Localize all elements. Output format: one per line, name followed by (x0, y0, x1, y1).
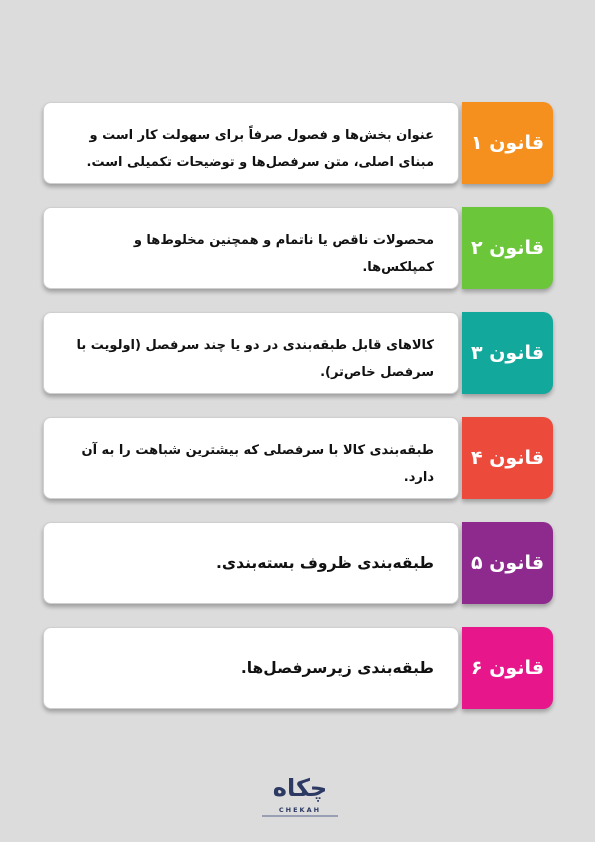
rule-5 (43, 522, 553, 604)
rule-text: طبقه‌بندی زیرسرفصل‌ها. (240, 658, 434, 677)
rule-text-card (43, 417, 459, 499)
rule-6 (43, 627, 553, 709)
rule-label: قانون ۵ (470, 552, 545, 574)
rule-text-card (43, 522, 459, 604)
rule-text-card (43, 102, 459, 184)
rule-label-tab (462, 102, 553, 184)
rule-label-tab (462, 627, 553, 709)
rule-text: محصولات ناقص یا ناتمام و همچنین مخلوط‌ها و کمپلکس‌ها. (133, 233, 434, 275)
rule-label: قانون ۲ (470, 237, 545, 259)
rule-label: قانون ۳ (470, 342, 545, 364)
chekah-logo (258, 770, 342, 826)
rule-text-card (43, 627, 459, 709)
rule-label: قانون ۱ (470, 132, 545, 154)
rule-1 (43, 102, 553, 184)
rule-label-tab (462, 522, 553, 604)
rule-text: طبقه‌بندی ظروف بسته‌بندی. (216, 553, 434, 572)
rule-label-tab (462, 312, 553, 394)
rule-4 (43, 417, 553, 499)
rule-text: کالاهای قابل طبقه‌بندی در دو یا چند سرفصل (اولویت با سرفصل خاص‌تر). (76, 338, 434, 380)
rule-label: قانون ۶ (470, 657, 545, 679)
rule-label-tab (462, 207, 553, 289)
rule-label-tab (462, 417, 553, 499)
rule-2 (43, 207, 553, 289)
rule-text-card (43, 207, 459, 289)
logo-latin-name: CHEKAH (278, 806, 322, 814)
rule-text-card (43, 312, 459, 394)
logo-name: چکاه (272, 774, 328, 802)
rule-text: طبقه‌بندی کالا با سرفصلی که بیشترین شباهت را به آن دارد. (81, 443, 434, 485)
rule-label: قانون ۴ (470, 447, 545, 469)
rule-text: عنوان بخش‌ها و فصول صرفاً برای سهولت کار است و مبنای اصلی، متن سرفصل‌ها و توضیحات تکمیلی است. (86, 128, 434, 170)
logo-tagline-line (262, 815, 338, 817)
rule-3 (43, 312, 553, 394)
